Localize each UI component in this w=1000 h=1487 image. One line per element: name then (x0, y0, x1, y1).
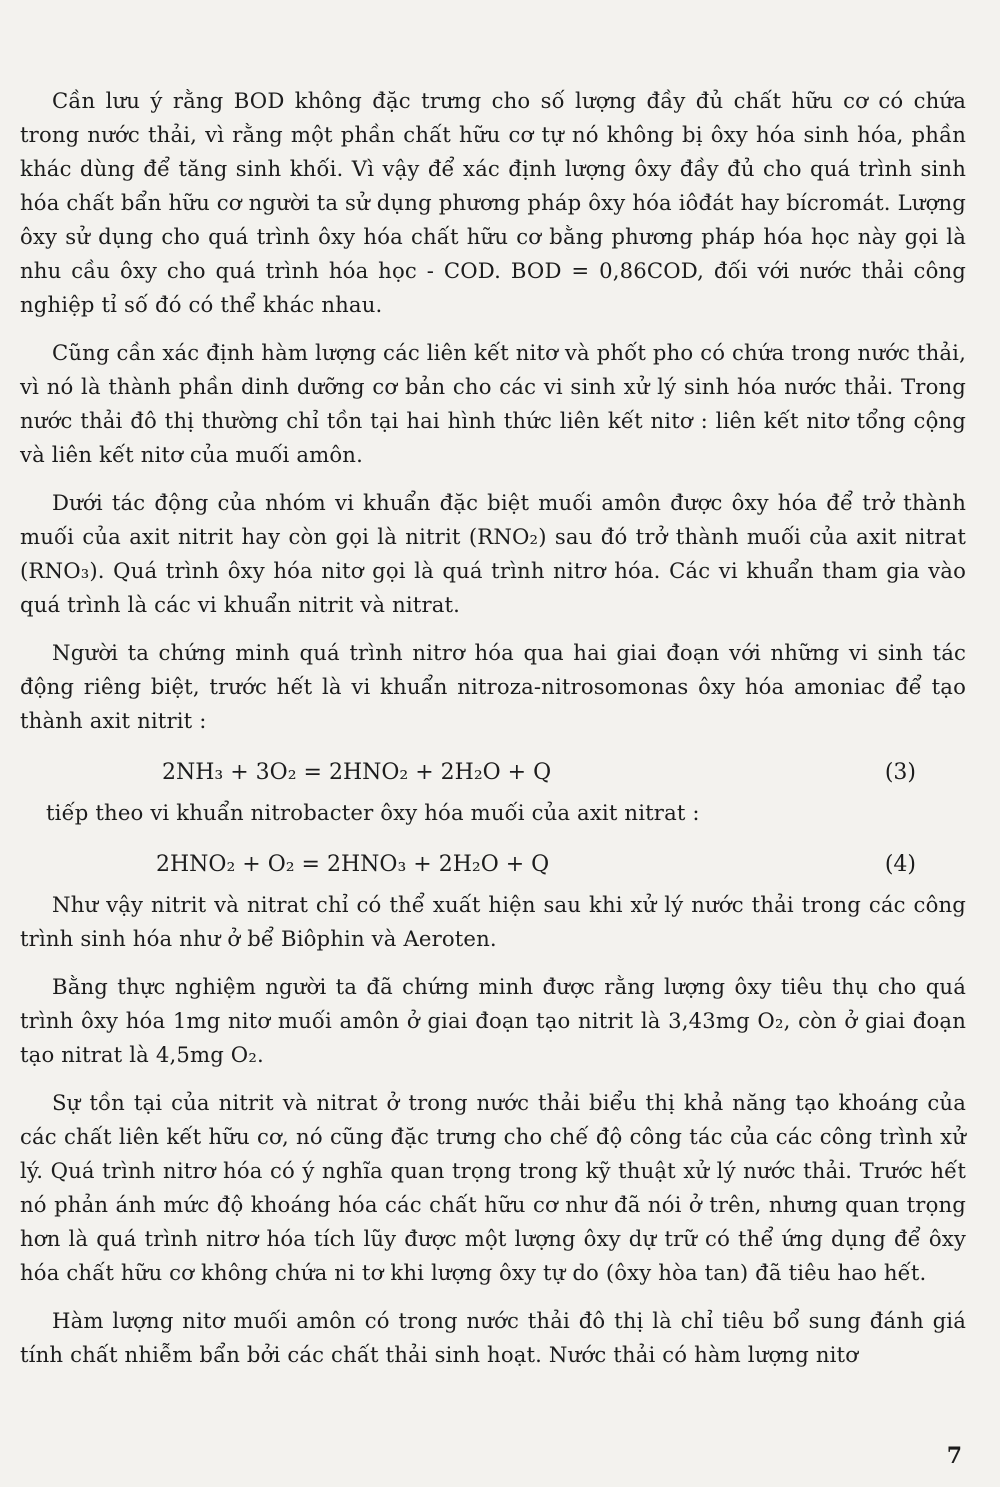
equation-4 (20, 844, 966, 886)
equation-4-formula: 2HNO₂ + O₂ = 2HNO₃ + 2H₂O + Q (156, 852, 550, 877)
equation-3-formula: 2NH₃ + 3O₂ = 2HNO₂ + 2H₂O + Q (162, 760, 552, 785)
paragraph-nitrification: Dưới tác động của nhóm vi khuẩn đặc biệt muối amôn được ôxy hóa để trở thành muối của axit nitrit hay còn gọi là nitrit (RNO₂) sau đó trở thành muối của axit nitrat (RNO₃). Quá trình ôxy hóa nitơ gọi là quá trình nitrơ hóa. Các vi khuẩn tham gia vào quá trình là các vi khuẩn nitrit và nitrat. (20, 490, 966, 617)
paragraph-two-stages: Người ta chứng minh quá trình nitrơ hóa qua hai giai đoạn với những vi sinh tác động riêng biệt, trước hết là vi khuẩn nitroza-nitrosomonas ôxy hóa amoniac để tạo thành axit nitrit : (20, 640, 966, 733)
paragraph-nitrogen-phosphorus: Cũng cần xác định hàm lượng các liên kết nitơ và phốt pho có chứa trong nước thải, vì nó là thành phần dinh dưỡng cơ bản cho các vi sinh xử lý sinh hóa nước thải. Trong nước thải đô thị thường chỉ tồn tại hai hình thức liên kết nitơ : liên kết nitơ tổng cộng và liên kết nitơ của muối amôn. (20, 340, 966, 467)
paragraph-biophin-aeroten: Như vậy nitrit và nitrat chỉ có thể xuất hiện sau khi xử lý nước thải trong các công trình sinh hóa như ở bể Biôphin và Aeroten. (20, 892, 966, 951)
paragraph-oxygen-consumption: Bằng thực nghiệm người ta đã chứng minh được rằng lượng ôxy tiêu thụ cho quá trình ôxy hóa 1mg nitơ muối amôn ở giai đoạn tạo nitrit là 3,43mg O₂, còn ở giai đoạn tạo nitrat là 4,5mg O₂. (20, 974, 966, 1067)
equation-4-number: (4) (884, 852, 916, 877)
equation-3-number: (3) (884, 760, 916, 785)
paragraph-nitrite-nitrate-presence: Sự tồn tại của nitrit và nitrat ở trong nước thải biểu thị khả năng tạo khoáng của các chất liên kết hữu cơ, nó cũng đặc trưng cho chế độ công tác của các công trình xử lý. Quá trình nitrơ hóa có ý nghĩa quan trọng trong kỹ thuật xử lý nước thải. Trước hết nó phản ánh mức độ khoáng hóa các chất hữu cơ như đã nói ở trên, nhưng quan trọng hơn là quá trình nitrơ hóa tích lũy được một lượng ôxy dự trữ có thể ứng dụng để ôxy hóa chất hữu cơ không chứa ni tơ khi lượng ôxy tự do (ôxy hòa tan) đã tiêu hao hết. (20, 1090, 966, 1285)
paragraph-ammonium-content: Hàm lượng nitơ muối amôn có trong nước thải đô thị là chỉ tiêu bổ sung đánh giá tính chất nhiễm bẩn bởi các chất thải sinh hoạt. Nước thải có hàm lượng nitơ (20, 1308, 966, 1367)
page-number: 7 (946, 1443, 962, 1469)
paragraph-nitrobacter: tiếp theo vi khuẩn nitrobacter ôxy hóa muối của axit nitrat : (46, 800, 700, 825)
equation-3 (20, 752, 966, 794)
paragraph-bod-cod: Cần lưu ý rằng BOD không đặc trưng cho số lượng đầy đủ chất hữu cơ có chứa trong nước thải, vì rằng một phần chất hữu cơ tự nó không bị ôxy hóa sinh hóa, phần khác dùng để tăng sinh khối. Vì vậy để xác định lượng ôxy đầy đủ cho quá trình sinh hóa chất bẩn hữu cơ người ta sử dụng phương pháp ôxy hóa iôđát hay bícromát. Lượng ôxy sử dụng cho quá trình ôxy hóa chất hữu cơ bằng phương pháp hóa học này gọi là nhu cầu ôxy cho quá trình hóa học - COD. BOD = 0,86COD, đối với nước thải công nghiệp tỉ số đó có thể khác nhau. (20, 88, 966, 317)
